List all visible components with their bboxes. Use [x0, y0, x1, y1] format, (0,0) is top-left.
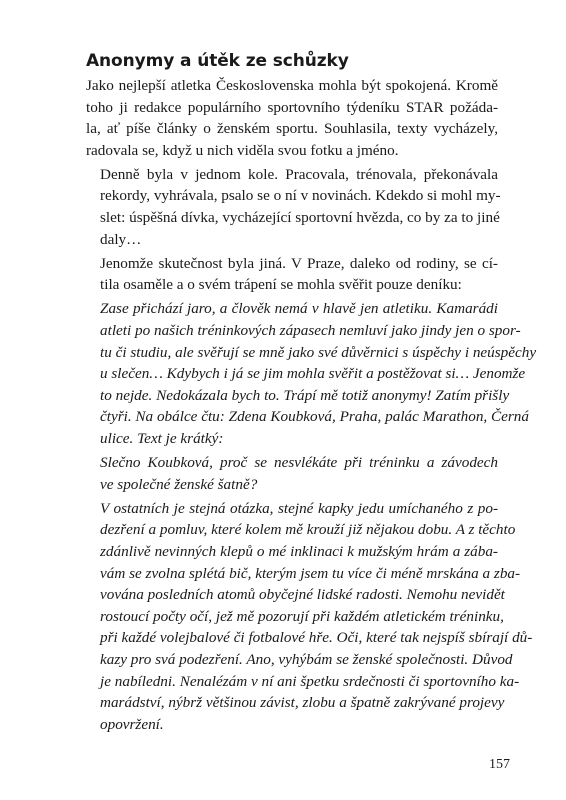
text-line: ulice. Text je krátký:: [100, 430, 224, 447]
text-line: je nabíledni. Nenalézám v ní ani špetku srdečnosti či sportovního ka-: [100, 672, 520, 690]
text-line: to nejde. Nedokázala bych to. Trápí mě totiž anonymy! Zatím přišly: [100, 386, 510, 404]
text-line: zdánlivě nevinných klepů o mé inklinaci k mužským hrám a zába-: [100, 542, 498, 560]
diary-paragraph: [86, 298, 537, 449]
text-line: při každé volejbalové či fotbalové hře. Oči, které tak nejspíš sbírají dů-: [100, 629, 533, 647]
paragraph: [86, 253, 498, 296]
diary-paragraph: [86, 498, 533, 736]
text-line: Denně byla v jednom kole. Pracovala, trénovala, překonávala: [100, 165, 498, 183]
text-line: Zase přichází jaro, a člověk nemá v hlavě jen atletiku. Kamarádi: [100, 300, 498, 318]
text-line: marádství, nýbrž většinou závist, zlobu a špatně zakrývané projevy: [100, 694, 505, 712]
text-line: Jenomže skutečnost byla jiná. V Praze, daleko od rodiny, se cí-: [100, 254, 498, 272]
text-body: [86, 75, 537, 735]
page-number: 157: [489, 757, 510, 772]
book-page: [86, 50, 537, 738]
text-line: toho ji redakce populárního sportovního týdeníku STAR požáda-: [86, 98, 498, 116]
text-line: vována posledních atomů obyčejné lidské radosti. Nemohu nevidět: [100, 586, 505, 604]
text-line: vám se zvolna splétá bič, kterým jsem tu více či méně mrskána a zba-: [100, 564, 521, 582]
chapter-heading: Anonymy a útěk ze schůzky: [86, 51, 349, 71]
text-line: kazy pro svá podezření. Ano, vyhýbám se ženské společnosti. Důvod: [100, 650, 513, 668]
diary-paragraph: [86, 452, 498, 495]
text-line: slet: úspěšná dívka, vycházející sportovní hvězda, co by za to jiné: [100, 209, 500, 227]
text-line: rostoucí počty očí, jež mě pozorují při každém atletickém tréninku,: [100, 607, 504, 625]
paragraph: [86, 75, 498, 161]
text-line: la, ať píše články o ženském sportu. Souhlasila, texty vycházely,: [86, 120, 498, 138]
text-line: u slečen… Kdybych i já se jim mohla svěřit a postěžovat si… Jenomže: [100, 365, 526, 383]
text-line: Jako nejlepší atletka Československa mohla být spokojená. Kromě: [86, 77, 498, 94]
paragraph: [86, 164, 501, 250]
text-line: Slečno Koubková, proč se nesvlékáte při tréninku a závodech: [100, 454, 498, 472]
text-line: ve společné ženské šatně?: [100, 475, 258, 493]
text-line: atleti po našich tréninkových zápasech nemluví jako jindy jen o spor-: [100, 322, 521, 340]
text-line: radovala se, když u nich viděla svou fotku a jméno.: [86, 141, 399, 159]
text-line: tila osaměle a o svém trápení se mohla svěřit pouze deníku:: [100, 276, 462, 294]
text-line: daly…: [100, 230, 142, 248]
text-line: V ostatních je stejná otázka, stejné kapky jedu umíchaného z po-: [100, 499, 498, 517]
text-line: opovržení.: [100, 715, 164, 733]
text-line: tu či studiu, ale svěřují se mně jako své důvěrnici s úspěchy i neúspěchy: [100, 343, 537, 361]
text-line: čtyři. Na obálce čtu: Zdena Koubková, Praha, palác Marathon, Černá: [100, 408, 529, 426]
text-line: rekordy, vyhrávala, psalo se o ní v novinách. Kdekdo si mohl my-: [100, 187, 501, 205]
text-line: dezření a pomluv, které kolem mě krouží již nějakou dobu. A z těchto: [100, 521, 516, 539]
